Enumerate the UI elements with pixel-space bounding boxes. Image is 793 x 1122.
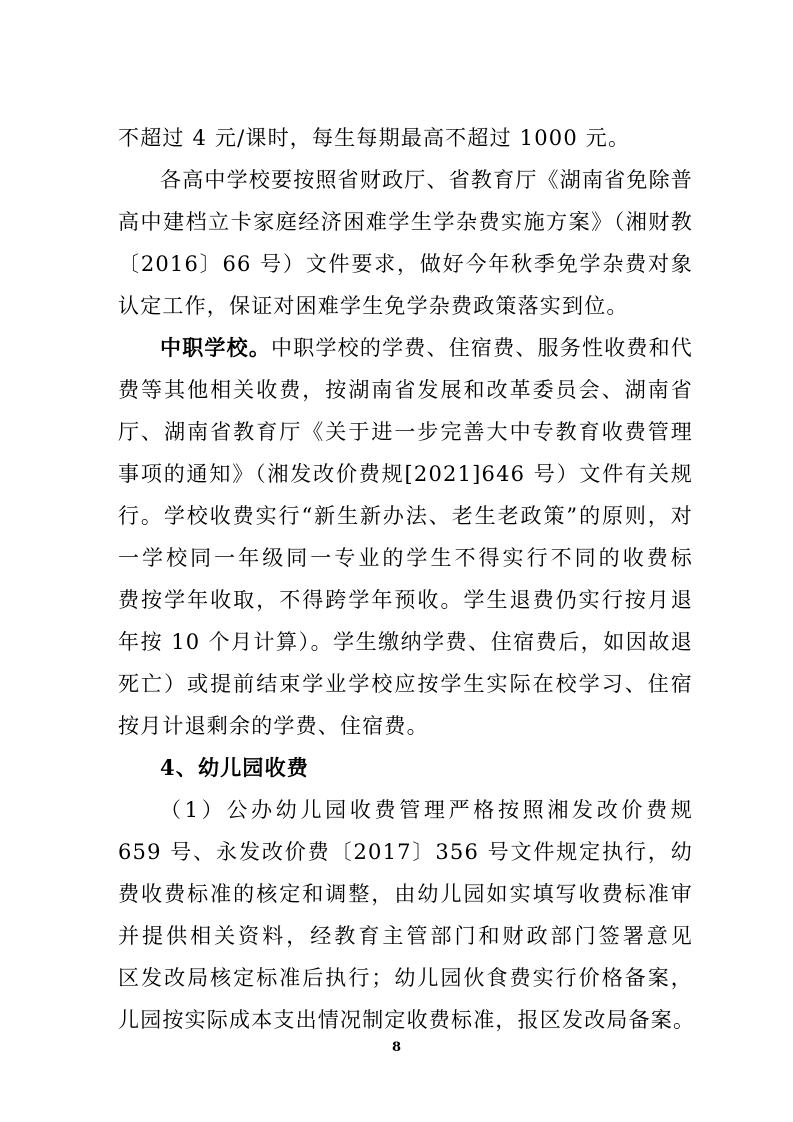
text-line: 高中建档立卡家庭经济困难学生学杂费实施方案》（湘财教 bbox=[118, 210, 693, 234]
text-line: 厅、湖南省教育厅《关于进一步完善大中专教育收费管理 bbox=[118, 420, 693, 444]
text-line: 区发改局核定标准后执行；幼儿园伙食费实行价格备案， bbox=[118, 966, 693, 990]
text-line: 一学校同一年级同一专业的学生不得实行不同的收费标 bbox=[118, 546, 693, 570]
text-line: 儿园按实际成本支出情况制定收费标准，报区发改局备案。 bbox=[118, 1008, 696, 1032]
text-line: 费收费标准的核定和调整，由幼儿园如实填写收费标准审 bbox=[118, 882, 693, 906]
text-line: 并提供相关资料，经教育主管部门和财政部门签署意见 bbox=[118, 924, 693, 948]
section-heading: 4、幼儿园收费 bbox=[160, 755, 310, 780]
text-line bbox=[160, 334, 693, 362]
text-line: 年按 10 个月计算）。学生缴纳学费、住宿费后，如因故退 bbox=[118, 630, 693, 654]
text-line: 不超过 4 元/课时，每生每期最高不超过 1000 元。 bbox=[118, 126, 631, 150]
text-line: 659 号、永发改价费〔2017〕356 号文件规定执行，幼 bbox=[118, 840, 693, 864]
page-number: 8 bbox=[391, 1040, 402, 1055]
text-line: 事项的通知》（湘发改价费规[2021]646 号）文件有关规 bbox=[118, 462, 693, 486]
text-line: 按月计退剩余的学费、住宿费。 bbox=[118, 714, 429, 738]
text-line: 行。学校收费实行“新生新办法、老生老政策”的原则，对 bbox=[118, 504, 693, 528]
text-line: 各高中学校要按照省财政厅、省教育厅《湖南省免除普 bbox=[160, 168, 693, 192]
text-line: 费等其他相关收费，按湖南省发展和改革委员会、湖南省 bbox=[118, 378, 693, 402]
text-line: 费按学年收取，不得跨学年预收。学生退费仍实行按月退 bbox=[118, 588, 693, 612]
text-line: 〔2016〕66 号）文件要求，做好今年秋季免学杂费对象 bbox=[118, 252, 693, 276]
text-line: （1）公办幼儿园收费管理严格按照湘发改价费规 bbox=[160, 798, 693, 822]
text-line: 认定工作，保证对困难学生免学杂费政策落实到位。 bbox=[118, 294, 629, 318]
text-run: 中职学校的学费、住宿费、服务性收费和代 bbox=[271, 336, 693, 360]
section-heading-inline: 中职学校。 bbox=[160, 335, 272, 360]
text-line: 死亡）或提前结束学业学校应按学生实际在校学习、住宿 bbox=[118, 672, 693, 696]
